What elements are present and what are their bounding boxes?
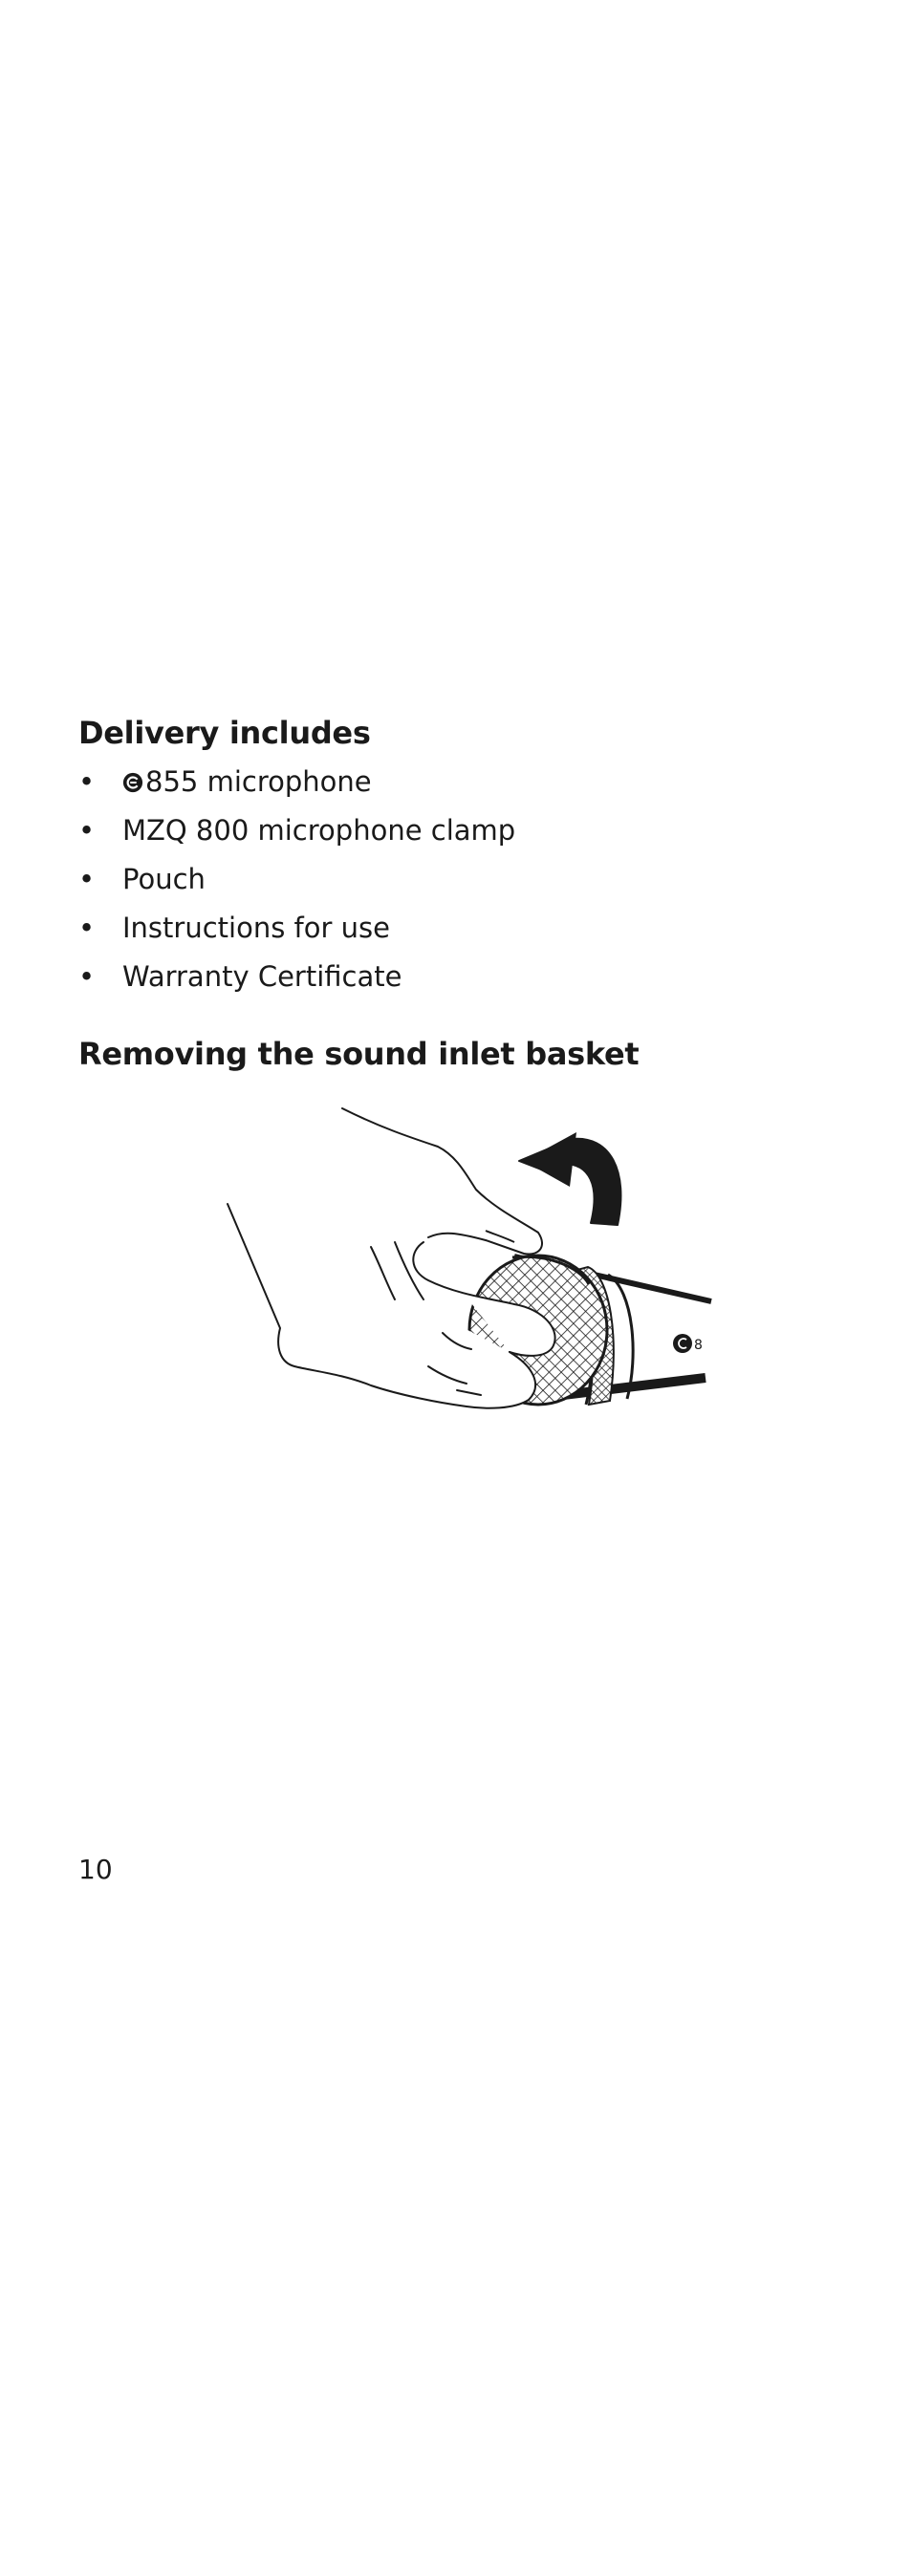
- list-item: [78, 959, 515, 1008]
- list-item-text: Pouch: [122, 863, 206, 895]
- bullet-icon: •: [78, 912, 96, 944]
- page-number: 10: [78, 1854, 113, 1885]
- list-item-text: Warranty Certificate: [122, 960, 402, 993]
- bullet-icon: •: [78, 765, 96, 798]
- list-item-text: 855 microphone: [145, 765, 372, 798]
- list-item-text: Instructions for use: [122, 912, 390, 944]
- list-item-text: MZQ 800 microphone clamp: [122, 814, 516, 847]
- list-item: [78, 911, 515, 959]
- removing-basket-heading: Removing the sound inlet basket: [78, 1036, 640, 1072]
- bullet-icon: •: [78, 960, 96, 993]
- evolution-logo-icon: [122, 772, 143, 793]
- delivery-list: [78, 764, 515, 1008]
- list-item: [78, 764, 515, 813]
- list-item: [78, 862, 515, 911]
- bullet-icon: •: [78, 814, 96, 847]
- hand-unscrewing-basket-illustration: [208, 1080, 715, 1433]
- delivery-includes-heading: Delivery includes: [78, 715, 371, 751]
- list-item: [78, 813, 515, 862]
- bullet-icon: •: [78, 863, 96, 895]
- svg-text:8: 8: [694, 1338, 703, 1353]
